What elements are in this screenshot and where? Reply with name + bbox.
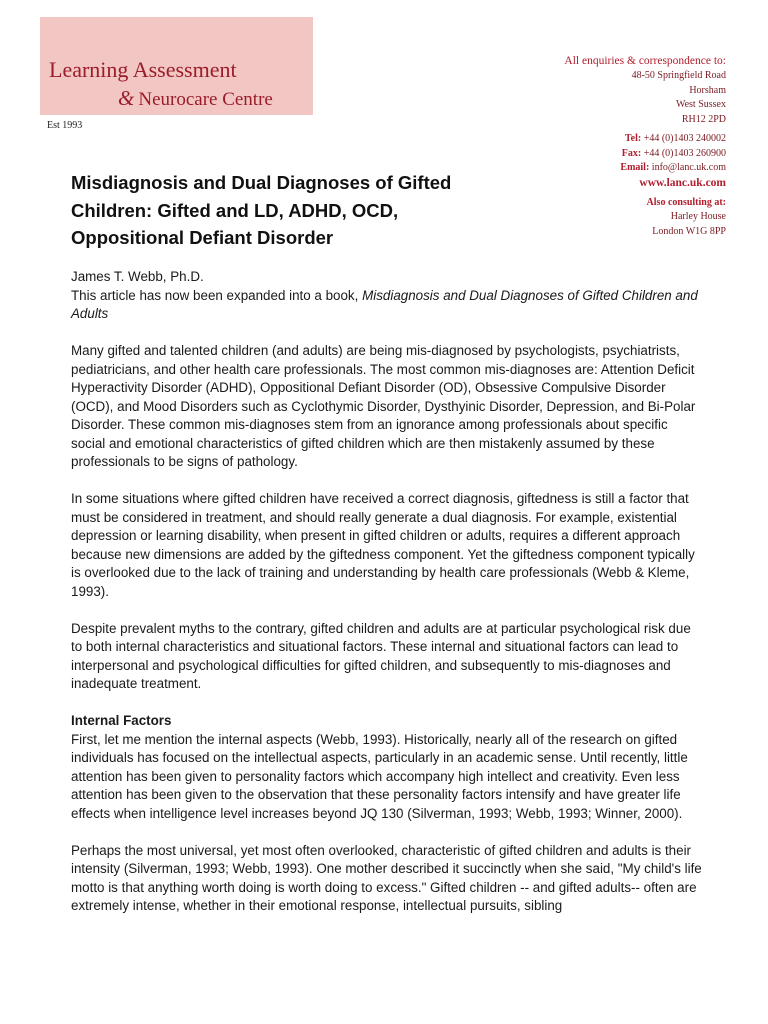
fax-label: Fax: xyxy=(621,147,642,159)
tel-label: Tel: xyxy=(624,133,642,144)
established-year: Est 1993 xyxy=(47,120,83,131)
paragraph: In some situations where gifted children have received a correct diagnosis, giftedness is still a factor that must be considered in treatment, and should really generate a dual diagnosis. For example, existential depression or learning disability, when present in gifted children or adults, requires a different approach because new dimensions are added by the giftedness component. Yet the giftedness component typically is overlooked due to the lack of training and understanding by health care professionals (Webb & Kleme, 1993). xyxy=(71,491,695,599)
email-line xyxy=(466,161,726,176)
email-link[interactable]: info@lanc.uk.com xyxy=(651,162,726,173)
consulting-heading: Also consulting at: xyxy=(646,196,726,208)
author: James T. Webb, Ph.D. xyxy=(71,269,204,284)
fax-value: +44 (0)1403 260900 xyxy=(643,147,726,159)
article-title: Misdiagnosis and Dual Diagnoses of Gifted Children: Gifted and LD, ADHD, OCD, Oppositional Defiant Disorder xyxy=(71,172,452,248)
section-heading: Internal Factors xyxy=(71,713,172,728)
logo-text-line1: Learning Assessment xyxy=(49,57,237,82)
paragraph: Despite prevalent myths to the contrary, gifted children and adults are at particular psychological risk due to both internal characteristics and situational factors. These internal and situational factors can lead to interpersonal and psychological difficulties for gifted children, and subsequently to mis-diagnoses and inadequate treatment. xyxy=(71,620,691,691)
consulting-address-line: Harley House xyxy=(670,211,726,222)
address-line: Horsham xyxy=(689,84,726,96)
paragraph: Perhaps the most universal, yet most often overlooked, characteristic of gifted children and adults is their intensity (Silverman, 1993; Webb, 1993). One mother described it succinctly when she said, "My child's life motto is that anything worth doing is worth doing to excess." Gifted children -- and gifted adults-- often are extremely intense, whether in their emotional response, intellectual pursuits, sibling xyxy=(71,842,702,913)
logo xyxy=(40,17,313,115)
website-link[interactable]: www.lanc.uk.com xyxy=(639,176,726,189)
article-body xyxy=(71,268,703,934)
paragraph: First, let me mention the internal aspects (Webb, 1993). Historically, nearly all of the research on gifted individuals has focused on the intellectual aspects, particularly in an academic sense. Until recently, little attention has been given to personality factors which accompany high intellect and creativity. Even less attention has been given to the observation that these personality factors intensify and have greater life effects when intelligence level increases beyond JQ 130 (Silverman, 1993; Webb, 1993; Winner, 2000). xyxy=(71,731,688,821)
fax-line xyxy=(466,147,726,162)
book-note-prefix: This article has now been expanded into a book, xyxy=(71,287,363,303)
paragraph: Many gifted and talented children (and adults) are being mis-diagnosed by psychologists, psychiatrists, pediatricians, and other health care professionals. The most common mis-diagnoses are: Attention Deficit Hyperactivity Disorder (ADHD), Oppositional Defiant Disorder (OD), Obsessive Compulsive Disorder (OCD), and Mood Disorders such as Cyclothymic Disorder, Dysthyinic Disorder, Depression, and Bi-Polar Disorder. These common mis-diagnoses stem from an ignorance among professionals about specific social and emotional characteristics of gifted children which are then mistakenly assumed by these professionals to be signs of pathology. xyxy=(71,343,696,469)
book-title: Misdiagnosis and Dual Diagnoses of Gifted Children and Adults xyxy=(71,287,698,321)
tel-line xyxy=(466,132,726,147)
logo-ampersand: & xyxy=(118,86,135,110)
contact-heading: All enquiries & correspondence to: xyxy=(564,55,726,67)
consulting-address-line: London W1G 8PP xyxy=(652,225,726,237)
tel-value: +44 (0)1403 240002 xyxy=(643,133,726,144)
address-line: West Sussex xyxy=(675,99,726,110)
contact-block xyxy=(466,54,726,239)
address-line: RH12 2PD xyxy=(681,113,726,125)
logo-text-line2-label: Neurocare Centre xyxy=(138,89,273,110)
logo-text-line2 xyxy=(118,86,273,111)
email-label: Email: xyxy=(620,162,650,173)
book-note xyxy=(71,287,703,324)
address-line: 48-50 Springfield Road xyxy=(631,70,726,81)
